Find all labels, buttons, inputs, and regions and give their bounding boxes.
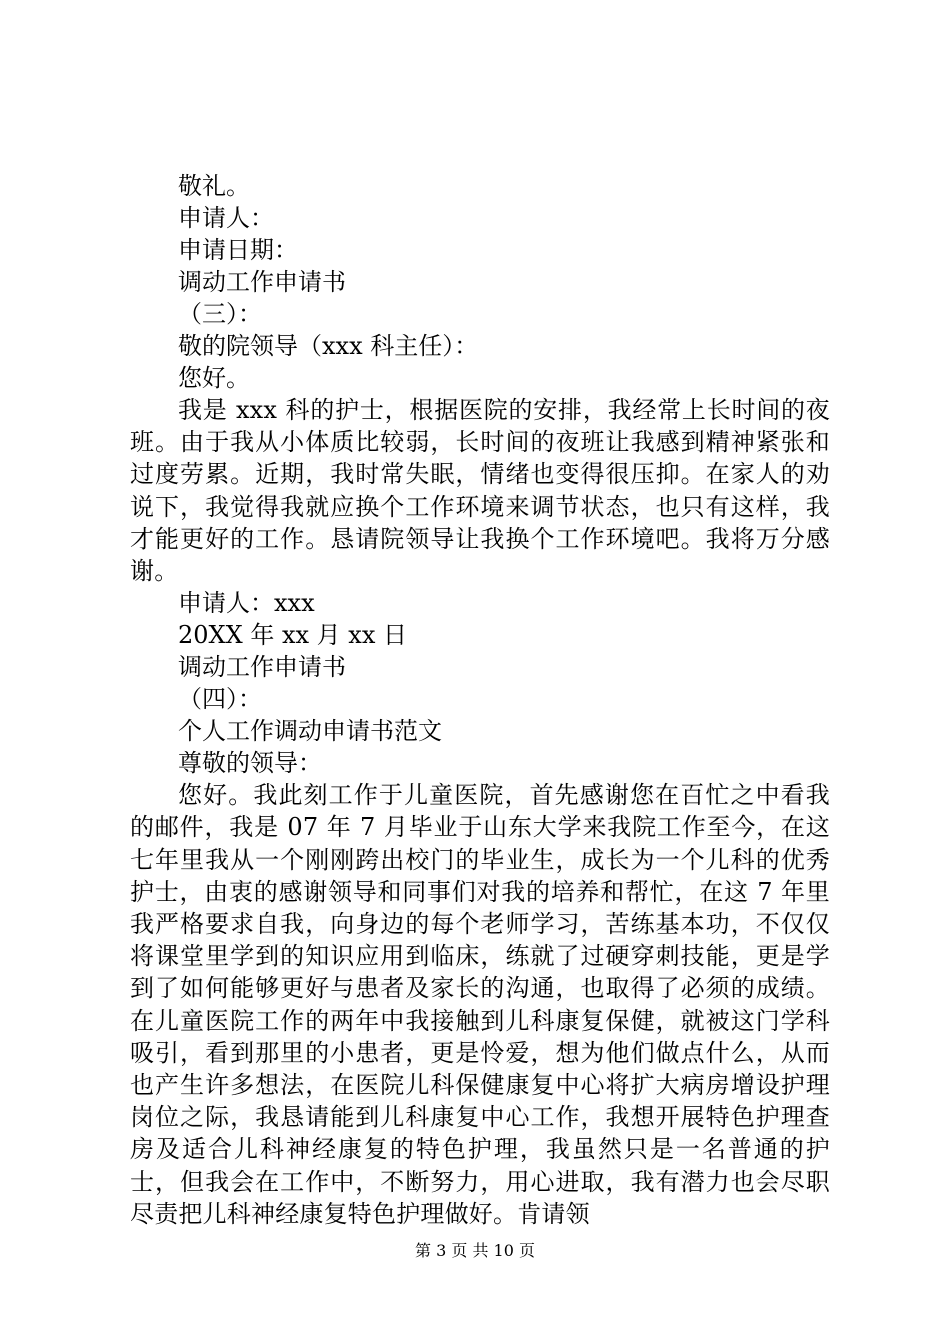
body-paragraph: 您好。我此刻工作于儿童医院，首先感谢您在百忙之中看我的邮件，我是 07 年 7 月毕业于山东大学来我院工作至今，在这七年里我从一个刚刚跨出校门的毕业生，成长为一个儿科的优秀护士，由衷的感谢领导和同事们对我的培养和帮忙，在这 7 年里我严格要求自我，向身边的每个老师学习，苦练基本功，不仅仅将课堂里学到的知识应用到临床，练就了过硬穿刺技能，更是学到了如何能够更好与患者及家长的沟通，也取得了必须的成绩。在儿童医院工作的两年中我接触到儿科康复保健，就被这门学科吸引，看到那里的小患者，更是怜爱，想为他们做点什么，从而也产生许多想法，在医院儿科保健康复中心将扩大病房增设护理岗位之际，我恳请能到儿科康复中心工作，我想开展特色护理查房及适合儿科神经康复的特色护理，我虽然只是一名普通的护士，但我会在工作中，不断努力，用心进取，我有潜力也会尽职尽责把儿科神经康复特色护理做好。肯请领	[130, 781, 830, 1228]
page-number-footer: 第 3 页 共 10 页	[415, 1241, 535, 1260]
salutation: 尊敬的领导：	[178, 749, 322, 778]
salutation: 敬的院领导（xxx 科主任）：	[178, 332, 479, 360]
section-title: 调动工作申请书	[178, 653, 346, 682]
signature-date: 20XX 年 xx 月 xx 日	[178, 621, 407, 650]
applicant-signature: 申请人：xxx	[178, 589, 315, 618]
section-number: （四）：	[178, 685, 262, 714]
document-body	[130, 170, 830, 1230]
applicant-label: 申请人：	[178, 204, 274, 232]
body-paragraph: 我是 xxx 科的护士，根据医院的安排，我经常上长时间的夜班。由于我从小体质比较弱，长时间的夜班让我感到精神紧张和过度劳累。近期，我时常失眠，情绪也变得很压抑。在家人的劝说下，我觉得我就应换个工作环境来调节状态，也只有这样，我才能更好的工作。恳请院领导让我换个工作环境吧。我将万分感谢。	[130, 396, 830, 586]
section-number: （三）：	[178, 300, 262, 328]
application-date-label: 申请日期：	[178, 236, 298, 264]
closing-salute: 敬礼。	[178, 172, 250, 200]
section-subtitle: 个人工作调动申请书范文	[178, 717, 442, 746]
greeting: 您好。	[178, 364, 250, 392]
section-title: 调动工作申请书	[178, 268, 346, 296]
